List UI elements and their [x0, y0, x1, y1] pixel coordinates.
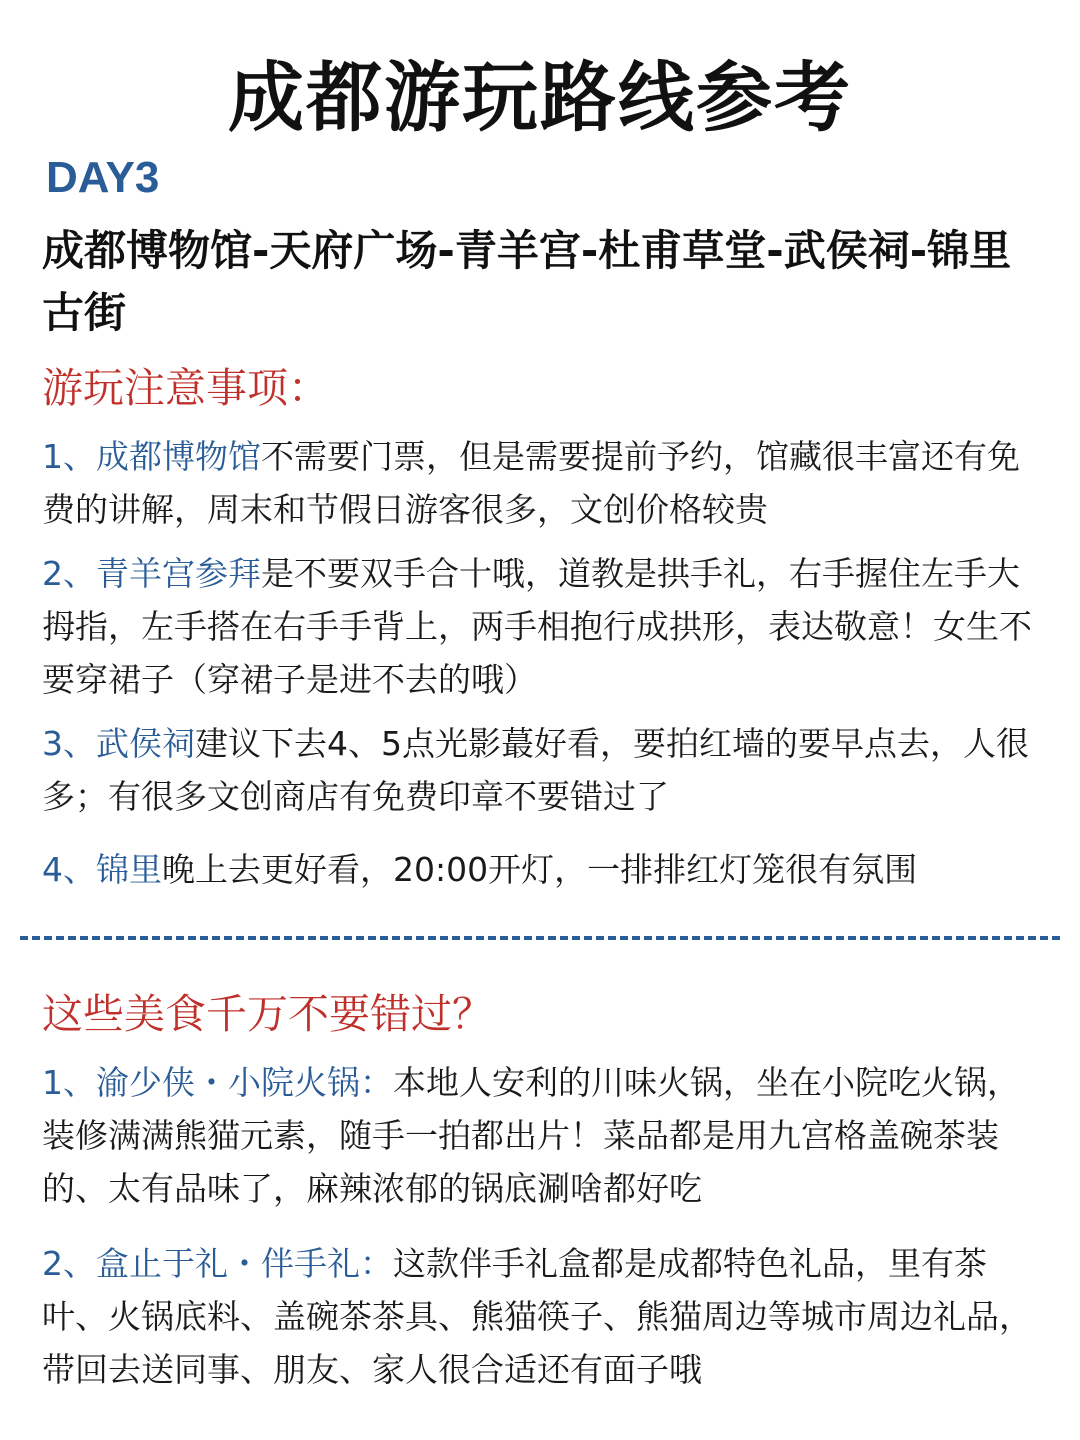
note-number: 2、 [42, 554, 96, 593]
note-item [42, 547, 1038, 706]
food-heading: 这些美食千万不要错过？ [42, 990, 493, 1038]
note-item [42, 717, 1038, 823]
note-text: 是不要双手合十哦，道教是拱手礼，右手握住左手大拇指，左手搭在右手手背上，两手相抱行成拱形，表达敬意！女生不要穿裙子（穿裙子是进不去的哦） [42, 554, 1032, 699]
note-number: 1、 [42, 437, 96, 476]
note-place: 青羊宫参拜 [96, 554, 261, 593]
page-title: 成都游玩路线参考 [228, 53, 852, 142]
food-text: 本地人安利的川味火锅，坐在小院吃火锅，装修满满熊猫元素，随手一拍都出片！菜品都是用九宫格盖碗茶装的、太有品味了，麻辣浓郁的锅底涮啥都好吃 [42, 1063, 1020, 1208]
note-text: 不需要门票，但是需要提前予约，馆藏很丰富还有免费的讲解，周末和节假日游客很多，文创价格较贵 [42, 437, 1020, 529]
note-number: 4、 [42, 850, 96, 889]
food-number: 2、 [42, 1244, 96, 1283]
food-item [42, 1056, 1038, 1215]
note-place: 武侯祠 [96, 724, 195, 763]
day-label: DAY3 [46, 153, 160, 202]
note-place: 锦里 [96, 850, 162, 889]
food-text: 这款伴手礼盒都是成都特色礼品，里有茶叶、火锅底料、盖碗茶茶具、熊猫筷子、熊猫周边等城市周边礼品，带回去送同事、朋友、家人很合适还有面子哦 [42, 1244, 1032, 1389]
note-number: 3、 [42, 724, 96, 763]
note-text: 晚上去更好看，20:00开灯，一排排红灯笼很有氛围 [162, 850, 918, 889]
note-item [42, 843, 1038, 896]
note-text: 建议下去4、5点光影蕞好看，要拍红墙的要早点去，人很多；有很多文创商店有免费印章不要错过了 [42, 724, 1029, 816]
route-line: 成都博物馆-天府广场-青羊宫-杜甫草堂-武侯祠-锦里古街 [42, 226, 1012, 337]
note-item [42, 430, 1038, 536]
food-name: 盒止于礼・伴手礼： [96, 1244, 393, 1283]
note-place: 成都博物馆 [96, 437, 261, 476]
notes-heading: 游玩注意事项： [42, 364, 329, 412]
dashed-divider [20, 936, 1060, 940]
food-name: 渝少侠・小院火锅： [96, 1063, 393, 1102]
food-item [42, 1237, 1038, 1396]
food-number: 1、 [42, 1063, 96, 1102]
